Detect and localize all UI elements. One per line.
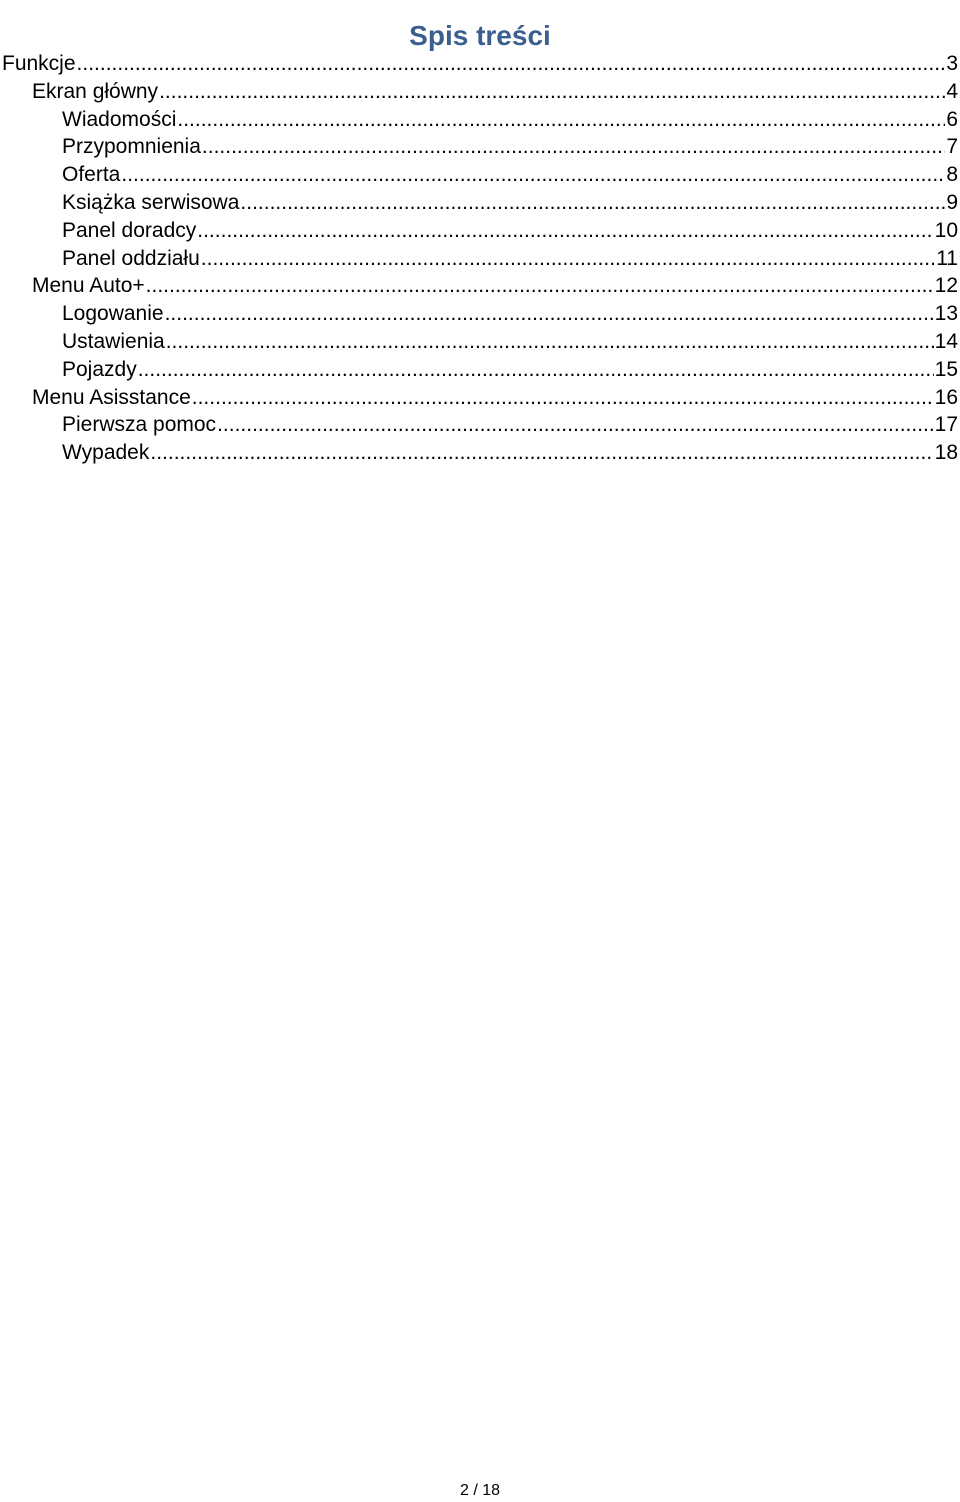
toc-entry-page-number: 12 [934, 274, 958, 298]
toc-entry[interactable] [0, 245, 958, 273]
toc-entry[interactable] [0, 189, 958, 217]
toc-entry[interactable] [0, 356, 958, 384]
toc-dot-leader [146, 272, 934, 300]
toc-entry-page-number: 15 [934, 357, 958, 381]
toc-dot-leader [197, 217, 933, 245]
toc-entry[interactable] [0, 161, 958, 189]
toc-entry-label: Ustawienia [62, 329, 165, 353]
toc-entry-label: Oferta [62, 163, 121, 187]
toc-dot-leader [202, 133, 945, 161]
toc-entry-label: Logowanie [62, 302, 164, 326]
toc-entry[interactable] [0, 384, 958, 412]
toc-entry-label: Książka serwisowa [62, 190, 240, 214]
toc-dot-leader [121, 161, 945, 189]
toc-entry-page-number: 17 [934, 413, 958, 437]
toc-dot-leader [159, 78, 945, 106]
toc-entry-page-number: 11 [936, 246, 958, 270]
toc-dot-leader [138, 356, 934, 384]
toc-entry-label: Wiadomości [62, 107, 177, 131]
toc-entry-page-number: 18 [934, 441, 958, 465]
toc-entry-label: Pierwsza pomoc [62, 413, 217, 437]
toc-entry-page-number: 14 [934, 329, 958, 353]
toc-entry[interactable] [0, 300, 958, 328]
toc-dot-leader [192, 384, 934, 412]
toc-entry-label: Pojazdy [62, 357, 137, 381]
toc-dot-leader [166, 328, 934, 356]
toc-entry-page-number: 6 [946, 107, 958, 131]
toc-entry[interactable] [0, 411, 958, 439]
toc-entry-label: Funkcje [2, 52, 76, 75]
toc-list [0, 50, 958, 467]
toc-dot-leader [240, 189, 945, 217]
toc-dot-leader [217, 411, 934, 439]
toc-entry-page-number: 13 [934, 302, 958, 326]
toc-entry-page-number: 7 [946, 135, 958, 159]
toc-entry[interactable] [0, 439, 958, 467]
toc-entry-label: Panel oddziału [62, 246, 200, 270]
toc-entry[interactable] [0, 106, 958, 134]
toc-entry-page-number: 8 [946, 163, 958, 187]
toc-entry[interactable] [0, 133, 958, 161]
toc-entry[interactable] [0, 272, 958, 300]
toc-entry-label: Menu Auto+ [32, 274, 145, 298]
toc-entry[interactable] [0, 217, 958, 245]
toc-title: Spis treści [409, 19, 551, 51]
toc-dot-leader [150, 439, 933, 467]
toc-dot-leader [201, 245, 935, 273]
toc-entry-label: Przypomnienia [62, 135, 201, 159]
toc-entry-page-number: 9 [946, 190, 958, 214]
page-number: 2 / 18 [459, 1482, 501, 1499]
toc-dot-leader [177, 106, 945, 134]
toc-entry-page-number: 4 [946, 79, 958, 103]
toc-entry-label: Menu Asisstance [32, 385, 191, 409]
toc-dot-leader [77, 50, 946, 78]
toc-entry[interactable] [0, 50, 958, 78]
toc-entry[interactable] [0, 78, 958, 106]
toc-entry-label: Ekran główny [32, 79, 159, 103]
toc-entry-page-number: 16 [934, 385, 958, 409]
toc-entry[interactable] [0, 328, 958, 356]
toc-entry-label: Wypadek [62, 441, 150, 465]
toc-entry-page-number: 3 [946, 52, 958, 75]
toc-entry-label: Panel doradcy [62, 218, 197, 242]
toc-dot-leader [165, 300, 934, 328]
toc-entry-page-number: 10 [934, 218, 958, 242]
